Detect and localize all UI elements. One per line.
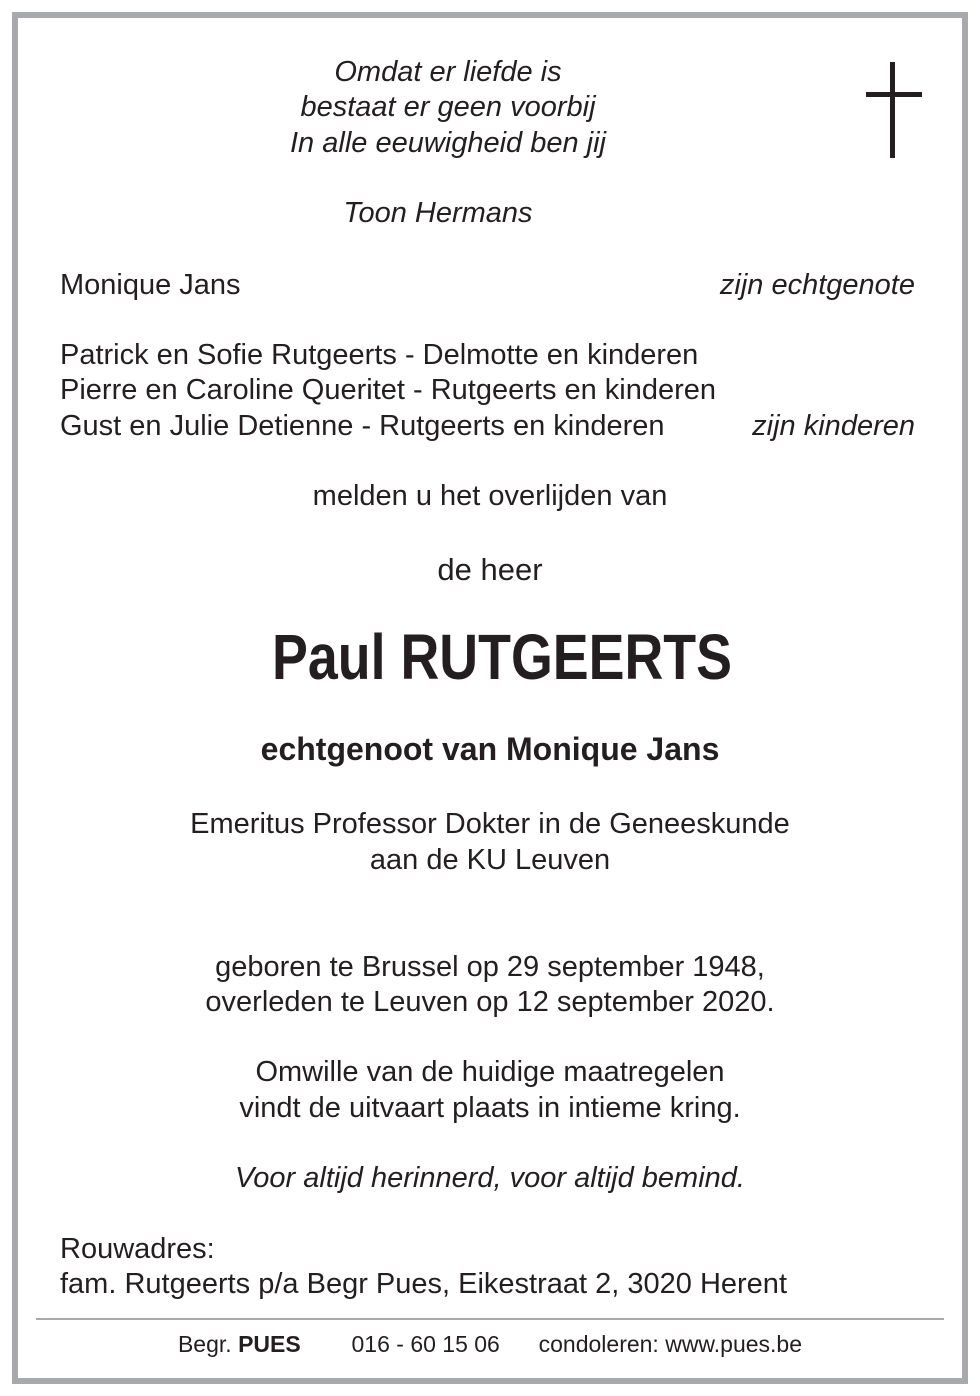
deceased-name: Paul RUTGEERTS	[271, 621, 733, 693]
cross-icon	[866, 62, 922, 158]
poem-line-3: In alle eeuwigheid ben jij	[290, 127, 606, 159]
spouse-name: Monique Jans	[60, 269, 241, 301]
poem-line-2: bestaat er geen voorbij	[300, 91, 596, 123]
children-role: zijn kinderen	[752, 410, 915, 442]
footer-phone: 016 - 60 15 06	[351, 1331, 500, 1357]
spouse-of: echtgenoot van Monique Jans	[260, 731, 720, 767]
address-label: Rouwadres:	[60, 1233, 215, 1265]
profession-line-1: Emeritus Professor Dokter in de Geneeskunde	[190, 808, 790, 840]
footer-divider	[36, 1318, 944, 1320]
ceremony-line-1: Omwille van de huidige maatregelen	[255, 1056, 725, 1088]
honorific: de heer	[437, 552, 543, 587]
death-line: overleden te Leuven op 12 september 2020.	[205, 986, 775, 1018]
poem-author: Toon Hermans	[343, 197, 533, 229]
footer-condolence[interactable]: condoleren: www.pues.be	[538, 1331, 803, 1357]
spouse-role: zijn echtgenote	[719, 269, 915, 301]
birth-line: geboren te Brussel op 29 september 1948,	[215, 951, 765, 983]
child-family-1: Patrick en Sofie Rutgeerts - Delmotte en kinderen	[60, 339, 699, 371]
closing-quote: Voor altijd herinnerd, voor altijd bemind.	[235, 1162, 745, 1194]
profession-line-2: aan de KU Leuven	[369, 844, 611, 876]
footer-company: PUES	[238, 1331, 301, 1357]
ceremony-line-2: vindt de uitvaart plaats in intieme kring.	[239, 1092, 741, 1124]
poem-line-1: Omdat er liefde is	[334, 56, 562, 88]
footer-prefix: Begr.	[177, 1331, 232, 1357]
child-family-3: Gust en Julie Detienne - Rutgeerts en kinderen	[60, 410, 665, 442]
address-value: fam. Rutgeerts p/a Begr Pues, Eikestraat 2, 3020 Herent	[60, 1268, 787, 1300]
child-family-2: Pierre en Caroline Queritet - Rutgeerts en kinderen	[60, 374, 717, 406]
footer	[0, 1330, 980, 1358]
announcement: melden u het overlijden van	[312, 480, 668, 512]
